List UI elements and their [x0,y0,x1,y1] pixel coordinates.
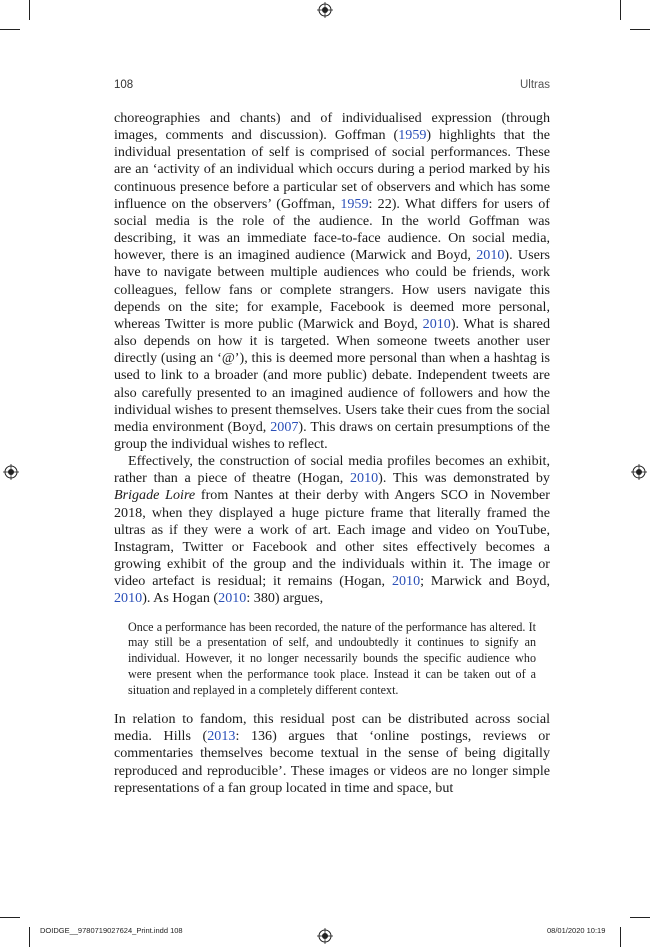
paragraph-1: choreographies and chants) and of individualised expression (through images, comments and discussion). Goffman (1959) highlights that the individual presentation of self is comprised of social performances. These are an ‘activity of an individual which occurs during a period marked by his continuous presence before a particular set of observers and which has some influence on the observers’ (Goffman, 1959: 22). What differs for users of social media is the role of the audience. In the world Goffman was describing, it was an immediate face-to-face audience. On social media, however, there is an imagined audience (Marwick and Boyd, 2010). Users have to navigate between multiple audiences who could be friends, work colleagues, fellow fans or complete strangers. How users navigate this depends on the site; for example, Facebook is deemed more personal, whereas Twitter is more public (Marwick and Boyd, 2010). What is shared also depends on how it is targeted. When someone tweets another user directly (using an ‘@’), this is deemed more personal than when a hashtag is used to link to a broader (and more public) debate. Independent tweets are also carefully presented to an imagined audience of followers and how the individual wishes to present themselves. Users take their cues from the social media environment (Boyd, 2007). This draws on certain presumptions of the group the individual wishes to reflect. [114,110,551,452]
group-name-italic: Brigade Loire [114,487,196,504]
body-text [114,110,550,797]
citation-link[interactable]: 1959 [398,127,427,144]
citation-link[interactable]: 2010 [218,590,247,607]
registration-mark-bottom-icon [317,928,333,944]
registration-mark-right-icon [631,464,647,480]
running-header [114,79,550,95]
citation-link[interactable]: 2010 [422,315,451,332]
registration-mark-left-icon [3,464,19,480]
citation-link[interactable]: 2007 [270,418,299,435]
citation-link[interactable]: 2010 [391,573,421,590]
crop-mark-bottom-left [29,927,30,947]
block-quote: Once a performance has been recorded, the nature of the performance has altered. It may still be a presentation of self, and undoubtedly it continues to signify an individual. However, it no longer necessarily bounds the specific audience who were present when the performance took place. Instead it can be taken out of a situation and replayed in a completely different context. [128,619,536,698]
crop-mark-bottom-left-h [0,917,20,918]
crop-mark-bottom-right-h [630,917,650,918]
print-slug-date: 08/01/2020 10:19 [547,926,606,935]
crop-mark-top-left-h [0,29,20,30]
citation-link[interactable]: 2010 [349,470,379,487]
print-slug-file: DOIDGE__9780719027624_Print.indd 108 [40,926,183,935]
registration-mark-top-icon [317,2,333,18]
citation-link[interactable]: 2013 [207,728,236,745]
crop-mark-top-right [620,0,621,20]
paragraph-2: Effectively, the construction of social media profiles becomes an exhibit, rather than a piece of theatre (Hogan, 2010). This was demonstrated by Brigade Loire from Nantes at their derby with Angers SCO in November 2018, when they displayed a huge picture frame that literally framed the ultras as if they were a work of art. Each image and video on YouTube, Instagram, Twitter or Facebook and other sites effectively becomes a growing exhibit of the group and the individuals within it. The image or video artefact is residual; it remains (Hogan, 2010; Marwick and Boyd, 2010). As Hogan (2010: 380) argues, [114,453,551,607]
paragraph-3: In relation to fandom, this residual post can be distributed across social media. Hills (2013: 136) argues that ‘online postings, reviews or commentaries themselves become textual in the sense of being digitally reproduced and reproducible’. These images or videos are no longer simple representations of a fan group located in time and space, but [114,711,550,796]
citation-link[interactable]: 2010 [476,247,505,264]
crop-mark-top-right-h [630,29,650,30]
crop-mark-top-left [29,0,30,20]
page-number: 108 [114,79,134,91]
citation-link[interactable]: 1959 [340,195,369,212]
citation-link[interactable]: 2010 [114,590,143,607]
crop-mark-bottom-right [620,927,621,947]
running-title: Ultras [519,79,550,91]
